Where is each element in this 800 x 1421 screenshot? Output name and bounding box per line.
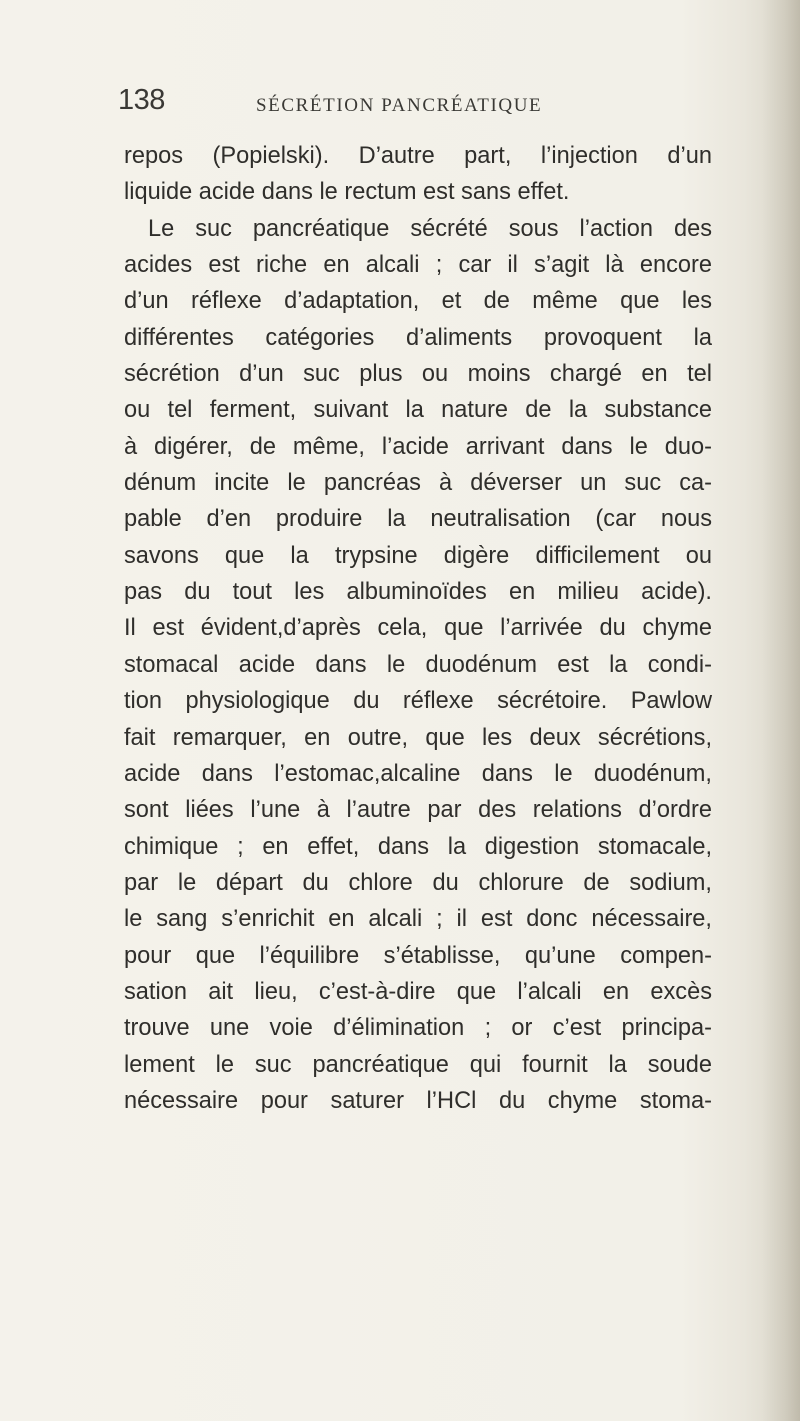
text-line: dénum incite le pancréas à déverser un suc ca- [124, 470, 712, 497]
page-header [118, 84, 738, 132]
text-line: Il est évident,d’après cela, que l’arrivée du chyme [124, 615, 712, 642]
text-line: pour que l’équilibre s’établisse, qu’une compen- [124, 942, 712, 969]
text-line: différentes catégories d’aliments provoquent la [124, 324, 712, 351]
text-line: le sang s’enrichit en alcali ; il est donc nécessaire, [124, 906, 712, 933]
text-line: stomacal acide dans le duodénum est la condi- [124, 651, 712, 678]
text-line: trouve une voie d’élimination ; or c’est principa- [124, 1015, 712, 1042]
text-line: acides est riche en alcali ; car il s’agit là encore [124, 252, 712, 279]
page-number: 138 [118, 84, 165, 116]
text-line: chimique ; en effet, dans la digestion stomacale, [124, 833, 712, 860]
text-line: nécessaire pour saturer l’HCl du chyme stoma- [124, 1087, 712, 1114]
text-line: sécrétion d’un suc plus ou moins chargé en tel [124, 361, 712, 388]
running-title: SÉCRÉTION PANCRÉATIQUE [256, 95, 543, 116]
text-line: repos (Popielski). D’autre part, l’injection d’un [124, 143, 712, 169]
text-line: sont liées l’une à l’autre par des relations d’ordre [124, 797, 712, 824]
text-line: par le départ du chlore du chlorure de sodium, [124, 869, 712, 896]
text-line: Le suc pancréatique sécrété sous l’action des [148, 215, 712, 242]
page-edge-shadow [762, 0, 800, 1421]
text-line: liquide acide dans le rectum est sans effet. [124, 179, 570, 206]
text-line: fait remarquer, en outre, que les deux sécrétions, [124, 724, 712, 751]
text-line: d’un réflexe d’adaptation, et de même que les [124, 288, 712, 315]
body-text [124, 138, 712, 1119]
text-line: tion physiologique du réflexe sécrétoire. Pawlow [124, 688, 712, 715]
text-line: pable d’en produire la neutralisation (car nous [124, 506, 712, 533]
text-line: savons que la trypsine digère difficilement ou [124, 542, 712, 569]
text-line: lement le suc pancréatique qui fournit la soude [124, 1051, 712, 1078]
text-line: à digérer, de même, l’acide arrivant dans le duo- [124, 433, 712, 460]
text-line: pas du tout les albuminoïdes en milieu acide). [124, 579, 712, 606]
text-line: acide dans l’estomac,alcaline dans le duodénum, [124, 760, 712, 787]
text-line: sation ait lieu, c’est-à-dire que l’alcali en excès [124, 978, 712, 1005]
text-line: ou tel ferment, suivant la nature de la substance [124, 397, 712, 424]
